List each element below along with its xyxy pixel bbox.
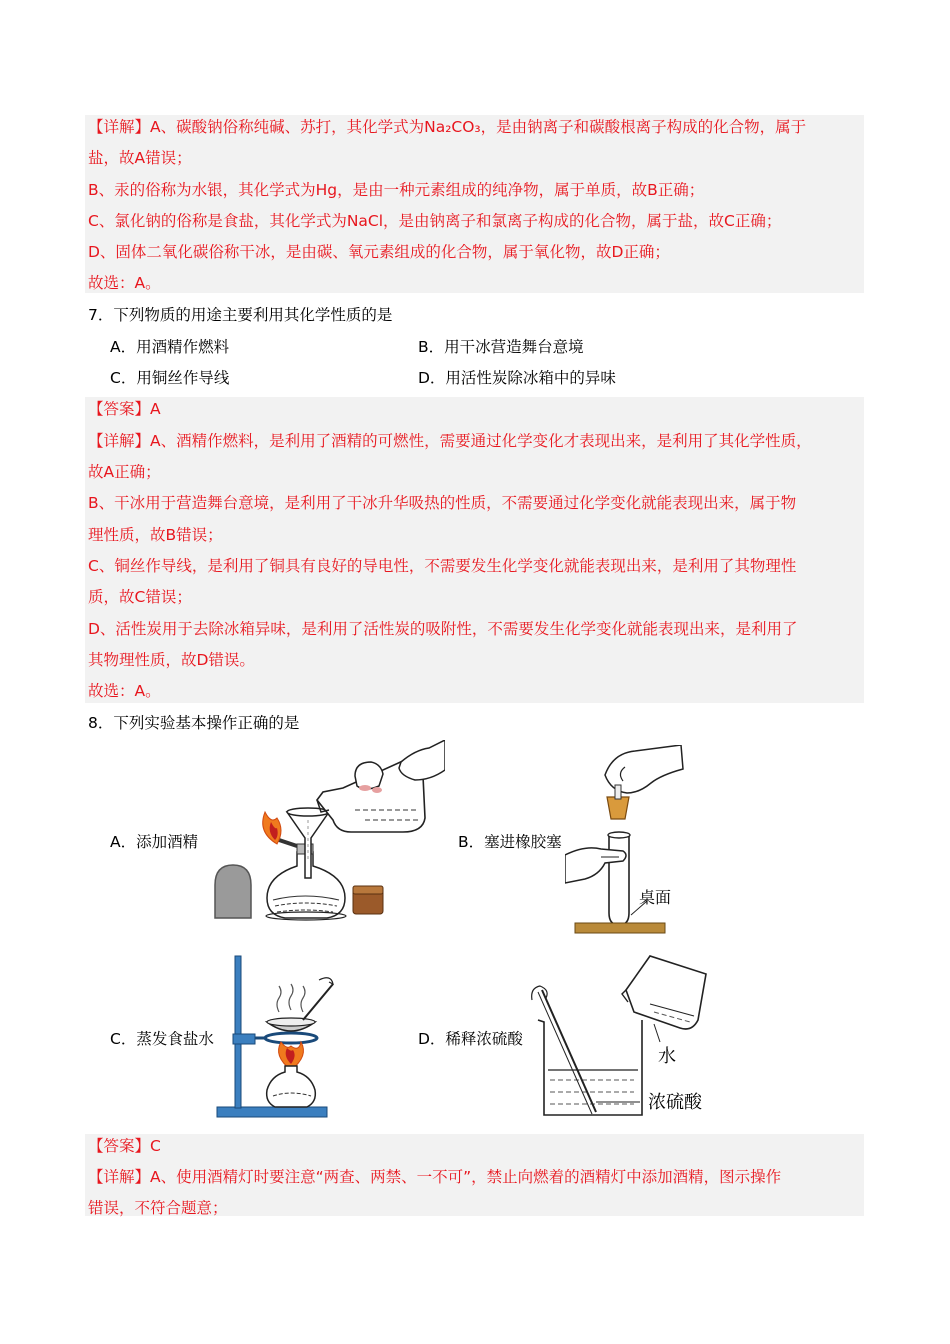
q7-answer: 【答案】A	[88, 400, 161, 418]
q8-option-a: A．添加酒精	[110, 833, 199, 851]
q7-explain-line-4: 理性质，故B错误；	[88, 526, 223, 544]
q6-explain-line-2: 盐，故A错误；	[88, 149, 192, 167]
label-desk: 桌面	[639, 888, 672, 907]
q7-explain-line-6: 质，故C错误；	[88, 588, 192, 606]
figure-c-evaporation	[215, 952, 335, 1122]
q7-explain-line-1: 【详解】A、酒精作燃料，是利用了酒精的可燃性，需要通过化学变化才表现出来，是利用了其化学性质，	[88, 432, 812, 450]
label-concentrated-sulfuric-acid: 浓硫酸	[648, 1092, 702, 1113]
figure-d-dilution	[530, 950, 720, 1120]
q7-option-d: D．用活性炭除冰箱中的异味	[418, 369, 616, 387]
q8-explain-line-2: 错误，不符合题意；	[88, 1199, 228, 1217]
q8-option-c: C．蒸发食盐水	[110, 1030, 214, 1048]
figure-a-adding-alcohol	[205, 740, 445, 925]
q7-explain-line-5: C、铜丝作导线，是利用了铜具有良好的导电性，不需要发生化学变化就能表现出来，是利用了其物理性	[88, 557, 797, 575]
q6-explain-line-4: C、氯化钠的俗称是食盐，其化学式为NaCl，是由钠离子和氯离子构成的化合物，属于盐，故C正确；	[88, 212, 782, 230]
q6-explanation-block	[85, 115, 864, 293]
q7-explain-line-2: 故A正确；	[88, 463, 161, 481]
q8-stem: 8．下列实验基本操作正确的是	[88, 714, 300, 732]
q7-option-b: B．用干冰营造舞台意境	[418, 338, 584, 356]
q8-option-b: B．塞进橡胶塞	[458, 833, 562, 851]
q8-option-d: D．稀释浓硫酸	[418, 1030, 523, 1048]
q6-explain-line-3: B、汞的俗称为水银，其化学式为Hg，是由一种元素组成的纯净物，属于单质，故B正确；	[88, 181, 705, 199]
label-water: 水	[658, 1046, 676, 1067]
q6-explain-line-6: 故选：A。	[88, 274, 161, 292]
q7-option-c: C．用铜丝作导线	[110, 369, 230, 387]
q7-stem: 7．下列物质的用途主要利用其化学性质的是	[88, 306, 393, 324]
figure-b-inserting-stopper	[565, 745, 685, 935]
q7-explain-line-7: D、活性炭用于去除冰箱异味，是利用了活性炭的吸附性，不需要发生化学变化就能表现出来，是利用了	[88, 620, 798, 638]
q6-explain-line-1: 【详解】A、碳酸钠俗称纯碱、苏打，其化学式为Na₂CO₃，是由钠离子和碳酸根离子构成的化合物，属于	[88, 118, 807, 136]
q8-explain-line-1: 【详解】A、使用酒精灯时要注意“两查、两禁、一不可”，禁止向燃着的酒精灯中添加酒精，图示操作	[88, 1168, 782, 1186]
q7-option-a: A．用酒精作燃料	[110, 338, 230, 356]
q7-explain-line-9: 故选：A。	[88, 682, 161, 700]
q7-explain-line-8: 其物理性质，故D错误。	[88, 651, 255, 669]
q6-explain-line-5: D、固体二氧化碳俗称干冰，是由碳、氧元素组成的化合物，属于氧化物，故D正确；	[88, 243, 670, 261]
q7-explain-line-3: B、干冰用于营造舞台意境，是利用了干冰升华吸热的性质，不需要通过化学变化就能表现出来，属于物	[88, 494, 797, 512]
q8-answer: 【答案】C	[88, 1137, 161, 1155]
